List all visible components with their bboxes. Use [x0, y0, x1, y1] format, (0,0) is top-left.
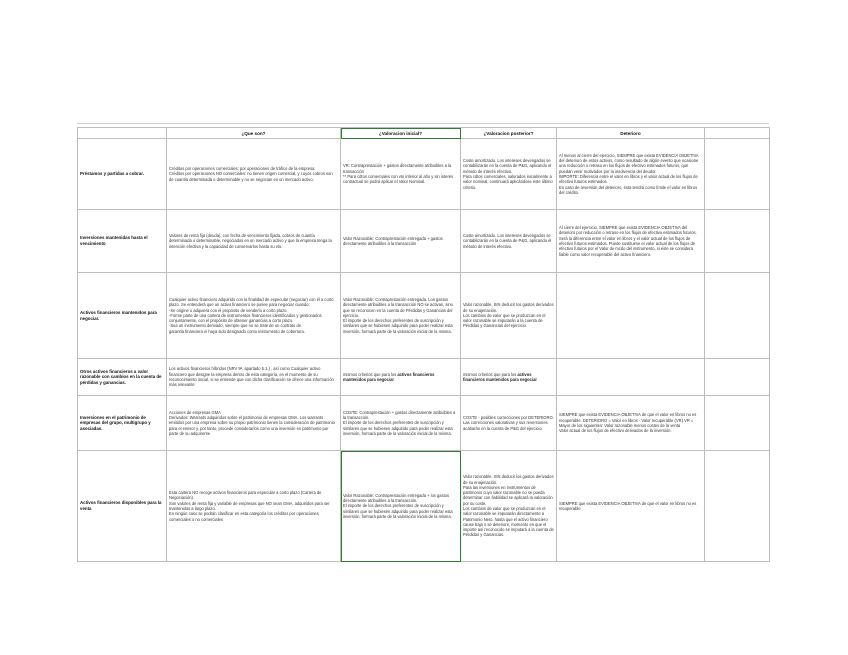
cell-deterioro[interactable] [557, 359, 705, 396]
cell-deterioro[interactable]: SIEMPRE que exista EVIDENCIA OBJETIVA de que el valor en libros no es recuperable. DETERIORO = Valor en libros - Valor recuperable (VR) VR = Mayor de los siguientes: Valor razonable menos costes de la venta Valor actual de los flujos de efectivo derivados de la inversión. [557, 396, 705, 451]
cell-posterior[interactable]: Coste amortizado. Los intereses devengados se contabilizarán en la cuenta de P&G, aplicando el método de interés efectivo. Para cdtos comerciales, valorados inicialmente a valor nominal, continuará aplicándose este último criterio. [461, 139, 557, 210]
cell-empty[interactable] [705, 273, 770, 359]
header-valoracion-inicial[interactable]: ¿Valoracion inicial? [341, 128, 461, 139]
cell-deterioro[interactable]: Al cierre del ejercicio, SIEMPRE que exista EVIDENCIA OBJETIVA del deterioro por reducción o retraso en los flujos de efectivo estimados futuros. Será la diferencia entre el valor en libros y el valor actual de los flujos de efectivo futuros estimados. Puede sustituirse el valor actual de los flujos de efectivo futuros por el Valor de mcdo del instrumento, si éste se considera fiable como valor recuperable del activo financiero. [557, 210, 705, 273]
cell-posterior[interactable]: Coste amortizado. Los intereses devengados se contabilizarán en la cuenta de P&G, aplicando el método de interés efectivo. [461, 210, 557, 273]
cell-deterioro[interactable] [557, 273, 705, 359]
row-label[interactable]: Otros activos financieros a valor razonable con cambios en la cuenta de pérdidas y ganancias. [78, 359, 167, 396]
table-row [78, 396, 770, 451]
cell-que-son[interactable]: Valores de renta fija (deuda), con fecha de vencimiento fijada, cobros de cuantía determinada o determinable, negociados en un mercado activo y que la empresa tenga la intención efectiva y la capacidad de conservarlos hasta su vto. [167, 210, 341, 273]
cell-empty[interactable] [705, 396, 770, 451]
header-cell-0[interactable] [78, 128, 167, 139]
cell-empty[interactable] [705, 451, 770, 562]
cell-inicial[interactable]: COSTE: Contraprestación + gastos directamente atribuibles a la transacción. El importe de los derechos preferentes de suscripción y similares que se hubiesen adquirido para poder realizar esta inversión, formará parte de la valoración inicial de la misma. [341, 396, 461, 451]
cell-que-son[interactable]: Esta cartera NO recoge activos financieros para especular a corto plazo (Cartera de Negociación). Son valores de renta fija y variable de empresas que NO sean GMA, adquiridos para ser mantenidos a largo plazo. En ningún caso se podrán clasificar en esta categoría los créditos por operaciones comerciales o no comerciales [167, 451, 341, 562]
row-label[interactable]: Inversiones mantenidas hasta el vencimiento [78, 210, 167, 273]
cell-que-son[interactable]: Acciones de empresas GMA Derivados: Warrants adquiridos sobre el patrimonio de empresas GMA. Los warrants emitidos por una empresa sobre su propio patrimonio tienen la consideración de patrimonio para el emisor y, por tanto, procede considerarlos como una inversión en patrimonio por parte de su adquirente [167, 396, 341, 451]
row-label[interactable]: Préstamos y partidas a cobrar. [78, 139, 167, 210]
header-que-son[interactable]: ¿Que son? [167, 128, 341, 139]
cell-inicial[interactable]: VR: Contraprestación + gastos directamente atribuibles a la transacción ** Para cdtos comerciales con vto inferior al año y sin interés contractual se podrá aplicar el Valor Nominal. [341, 139, 461, 210]
row-label[interactable]: Activos financieros disponibles para la venta [78, 451, 167, 562]
table-row [78, 451, 770, 562]
cell-que-son[interactable]: Los activos financieros híbridos (NRV 9ª, apartado 5.1.) , así como Cualquier activo financiero que designe la empresa dentro de esta categoría, en el momento de su reconocimiento inicial, si se entiende que con dicha clasificación se ofrece una información más relevante [167, 359, 341, 396]
cell-inicial[interactable]: Valor Razonable: Contraprestación entregada + gastos directamente atribuibles a la transacción [341, 210, 461, 273]
cell-inicial-selected[interactable]: Valor Razonable: Contraprestación entregada + los gastos directamente atribuibles a la transacción. El importe de los derechos preferentes de suscripción y similares que se hubiesen adquirido para poder realizar esta inversión, formará parte de la valoración inicial de la misma. [341, 451, 461, 562]
table-row [78, 359, 770, 396]
cell-que-son[interactable]: Créditos por operaciones comerciales: por operaciones de tráfico de la empresa. Créditos por operaciones NO comerciales: no tienen origen comercial, y cuyos cobros son de cuantía determinada o determinable y no se negocian en un mercado activo. [167, 139, 341, 210]
cell-que-son[interactable]: Cualquier activo financiero adquirido con la finalidad de especular (negociar) con él a corto plazo. Se entenderá que un activo financiero se posee para negociar cuando: -Se origine o adquiera con el propósito de venderlo a corto plazo. -Forme parte de una cartera de instrumentos financieros identificados y gestionados conjuntamente, con el propósito de obtener ganancias a corto plazo. -Sea un instrumento derivado, siempre que no se trate de un contrato de garantía financiera ni haya sido designado como instrumento de cobertura. [167, 273, 341, 359]
row-label[interactable]: Activos financieros mantenidos para negociar. [78, 273, 167, 359]
cell-empty[interactable] [705, 210, 770, 273]
row-label[interactable]: Inversiones en el patrimonio de empresas del grupo, multigrupo y asociadas. [78, 396, 167, 451]
header-row [78, 128, 770, 139]
cell-empty[interactable] [705, 139, 770, 210]
table-row [78, 210, 770, 273]
table-row [78, 273, 770, 359]
cell-inicial[interactable]: Valor Razonable: Contraprestación entregada. Los gastos directamente atribuibles a la transacción NO se activan, sino que se reconocen en la cuenta de Pérdidas y Ganancias del ejercicio. El importe de los derechos preferentes de suscripción y similares que se hubiesen adquirido para poder realizar esta inversión, formará parte de la valoración inicial de la misma. [341, 273, 461, 359]
sheet-top-rule [77, 123, 769, 124]
cell-inicial[interactable]: mismos criterios que para los activos financieros mantenidos para negociar [341, 359, 461, 396]
cell-posterior[interactable]: mismos criterios que para los activos financieros mantenidos para negociar [461, 359, 557, 396]
header-cell-5[interactable] [705, 128, 770, 139]
cell-posterior[interactable]: Valor razonable, SIN deducir los gastos derivados de su enajenación. Los cambios de valor que se produzcan en el valor razonable se imputarán a la cuenta de Pérdidas y Ganancias del ejercicio. [461, 273, 557, 359]
header-valoracion-posterior[interactable]: ¿Valoracion posterior? [461, 128, 557, 139]
spreadsheet [77, 127, 769, 562]
cell-deterioro[interactable]: SIEMPRE que exista EVIDENCIA OBJETIVA de que el valor en libros no es recuperable [557, 451, 705, 562]
cell-posterior[interactable]: COSTE - posibles correcciones por DETERIORO. Las correcciones valorativas y sus reversiones acabarán en la cuenta de P&G del ejercicio [461, 396, 557, 451]
summary-table [77, 127, 770, 562]
cell-deterioro[interactable]: Al menos al cierre del ejercicio, SIEMPRE que exista EVIDENCIA OBJETIVA del deterioro de estos activos, como resultado de algún evento que ocasione una reducción o retraso en los flujos de efectivo estimados futuros, que puedan venir motivados por la insolvencia del deudor. IMPORTE: Diferencia entre el valor en libros y el valor actual de los flujos de efectivo futuros estimados. En caso de reversión del deterioro, ésta tendrá como límite el valor en libros del crédito. [557, 139, 705, 210]
table-row [78, 139, 770, 210]
cell-posterior[interactable]: Valor razonable, SIN deducir los gastos derivados de su enajenación. Para las inversiones en instrumentos de patrimonio cuyo valor razonable no se pueda determinar con fiabilidad se aplicará la valoración por su coste. Los cambios de valor que se produzcan en el valor razonable se imputarán directamente a Patrimonio Neto, hasta que el activo financiero cause baja o se deteriore, momento en que el importe así reconocido se imputará a la cuenta de Pérdidas y Ganancias. [461, 451, 557, 562]
header-deterioro[interactable]: Deterioro [557, 128, 705, 139]
cell-empty[interactable] [705, 359, 770, 396]
